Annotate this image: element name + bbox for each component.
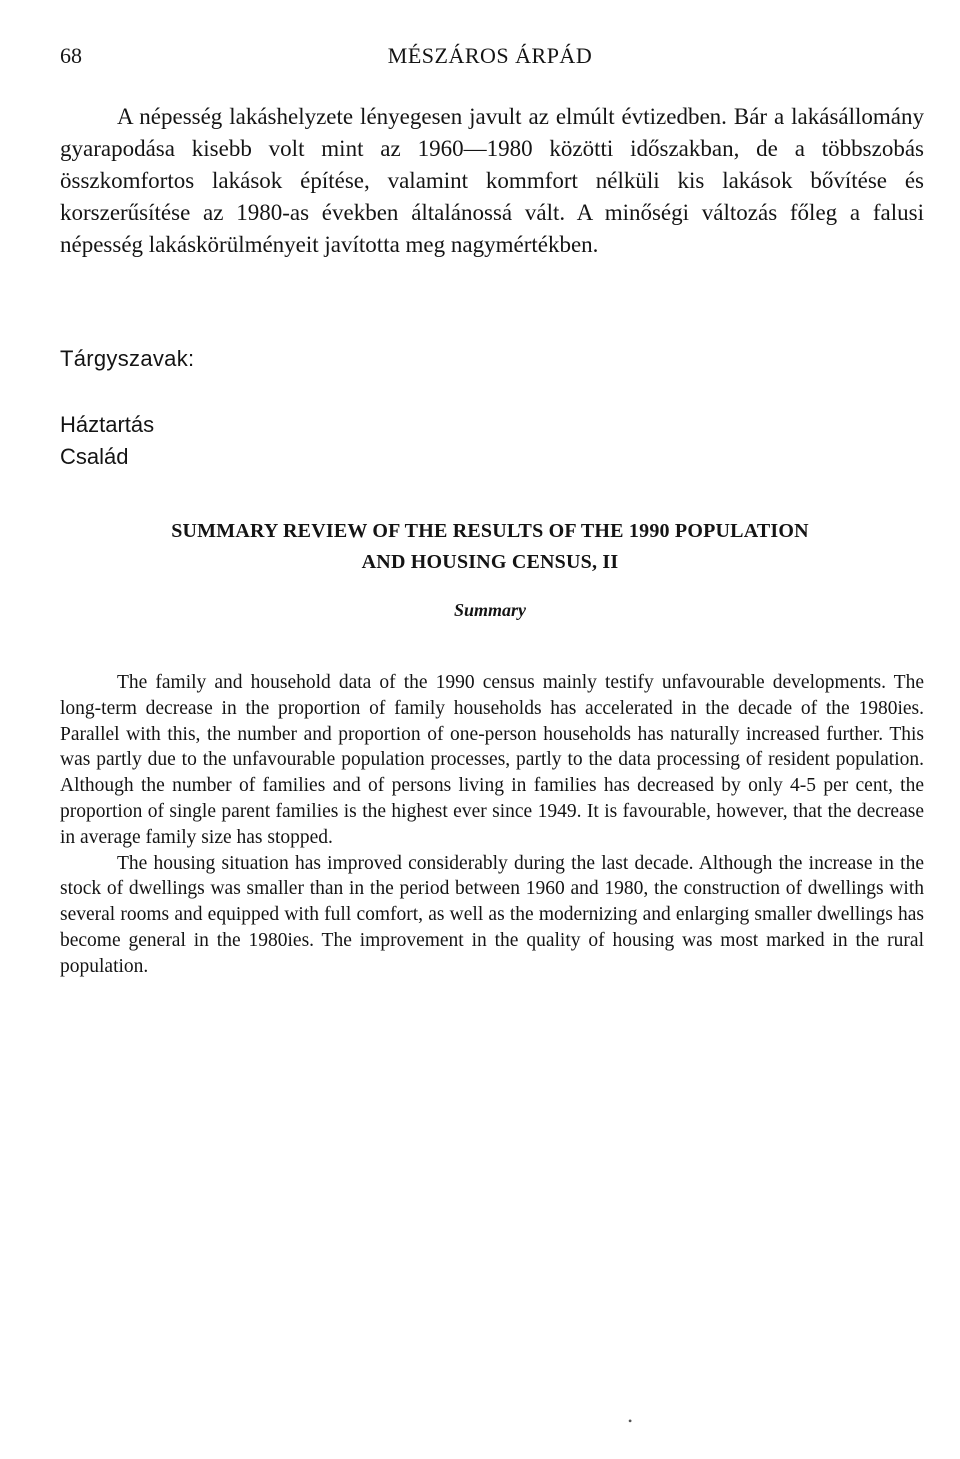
running-head: MÉSZÁROS ÁRPÁD: [387, 43, 593, 68]
hungarian-abstract-paragraph: A népesség lakáshelyzete lényegesen javult az elmúlt évtizedben. Bár a lakásállomány gyarapodása kisebb volt mint az 1960—1980 közötti időszakban, de a többszobás összkomfortos lakások építése, valamint kommfort nélküli kis lakások bővítése és korszerűsítése az 1980-as években általánossá vált. A minőségi változás főleg a falusi népesség lakáskörülményeit javította meg nagymértékben.: [60, 104, 924, 257]
stray-mark: •: [628, 1414, 633, 1428]
keywords-heading: Tárgyszavak:: [60, 346, 195, 371]
keywords-block: [60, 343, 194, 473]
english-summary-title: [60, 516, 920, 578]
page-header: [60, 38, 920, 74]
english-summary-body: [60, 670, 924, 980]
summary-paragraph: The family and household data of the 1990 census mainly testify unfavourable developments. The long-term decrease in the proportion of family households has accelerated in the decade of the 1980ies. Parallel with this, the number and proportion of one-person households has naturally increased further. This was partly due to the unfavourable population processes, partly to the data processing of resident population. Although the number of families and of persons living in families has decreased by only 4-5 per cent, the proportion of single parent families is the highest ever since 1949. It is favourable, however, that the decrease in average family size has stopped.: [60, 672, 924, 848]
keyword-item: Háztartás: [60, 412, 155, 437]
keyword-item: Család: [60, 444, 129, 469]
title-line: SUMMARY REVIEW OF THE RESULTS OF THE 1990 POPULATION: [171, 520, 809, 542]
title-line: AND HOUSING CENSUS, II: [361, 551, 619, 573]
page-number: 68: [60, 43, 82, 68]
summary-subtitle: Summary: [453, 600, 527, 620]
summary-paragraph: The housing situation has improved considerably during the last decade. Although the increase in the stock of dwellings was smaller than in the period between 1960 and 1980, the construction of dwellings with several rooms and equipped with full comfort, as well as the modernizing and enlarging smaller dwellings has become general in the 1980ies. The improvement in the quality of housing was most marked in the rural population.: [60, 852, 924, 977]
